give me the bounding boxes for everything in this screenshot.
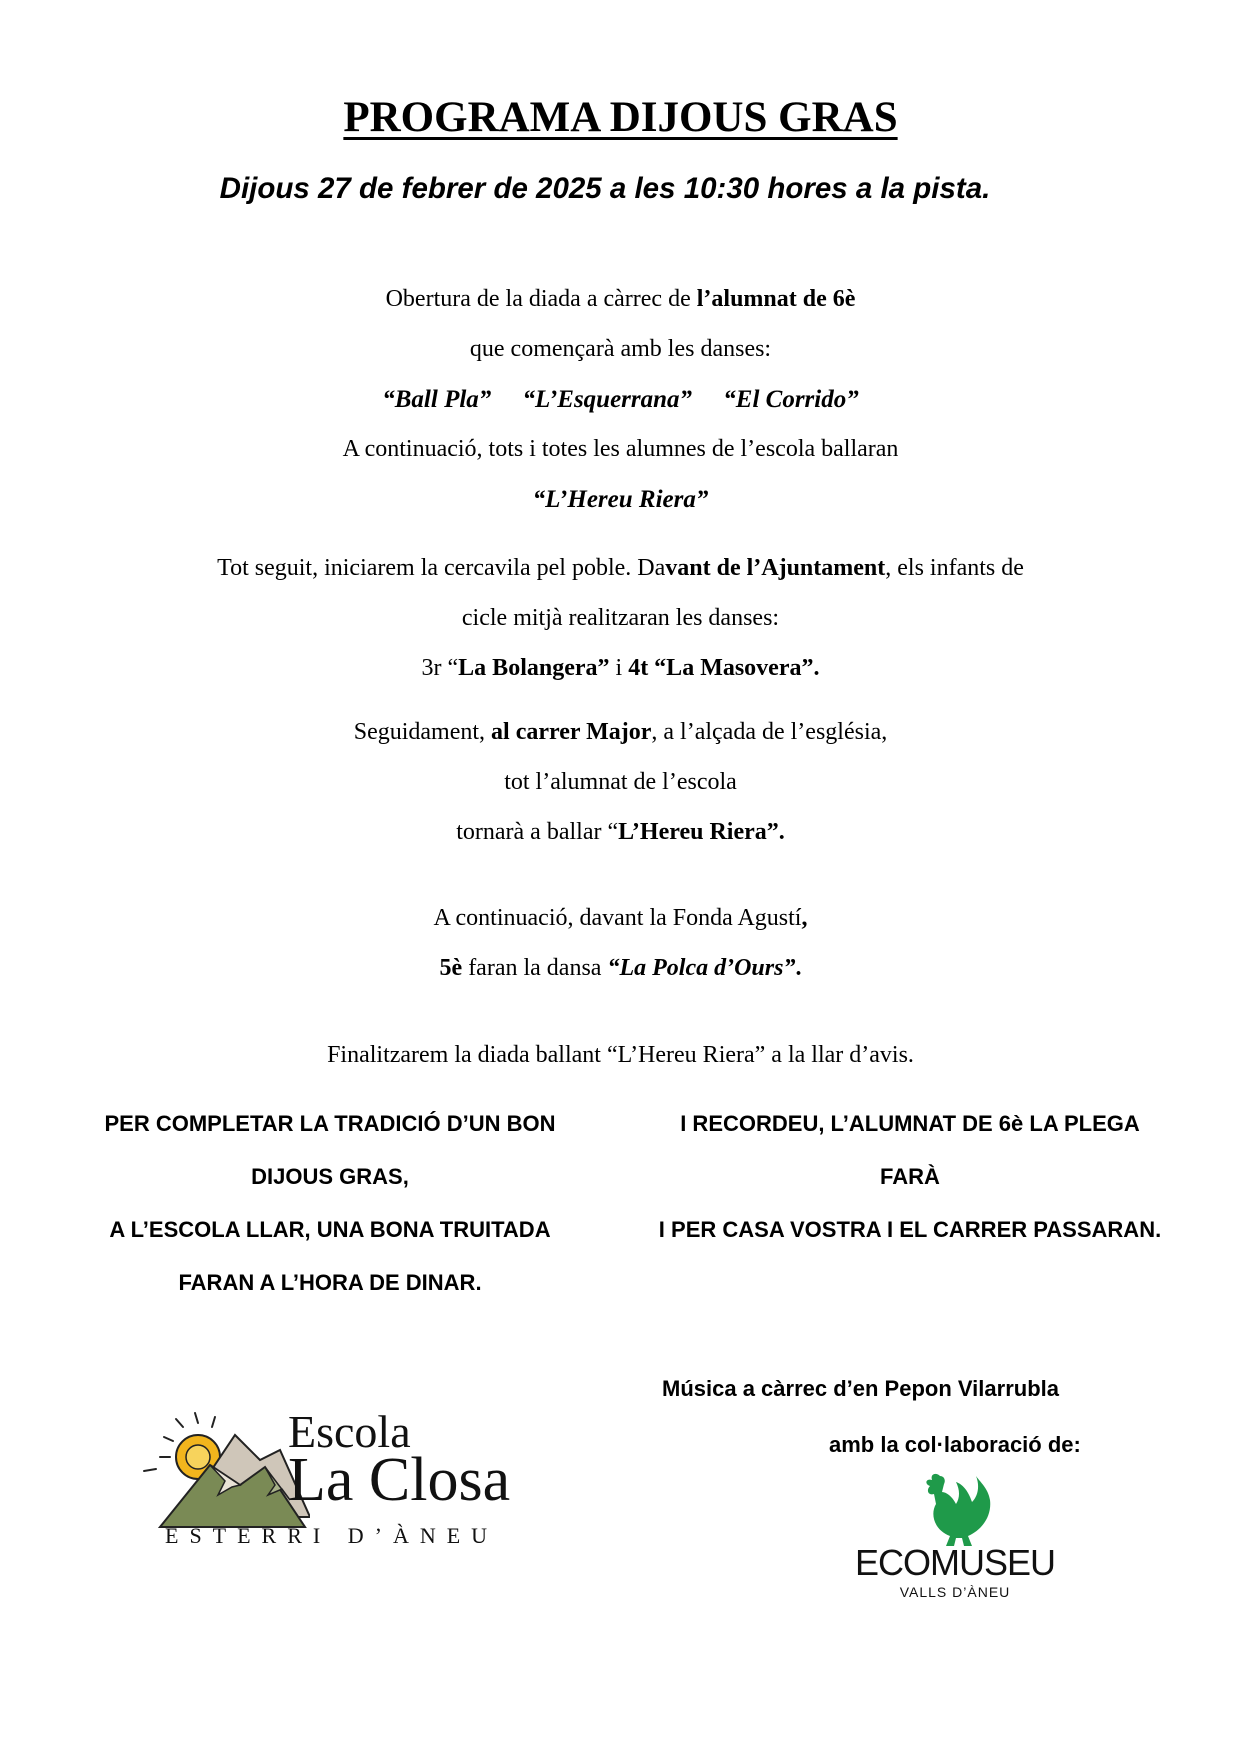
- truitada-line-2: DIJOUS GRAS,: [251, 1164, 409, 1189]
- dance-polca: “La Polca d’Ours”: [607, 955, 796, 981]
- dance-bolangera: La Bolangera”: [458, 655, 610, 681]
- tornara-line: [0, 819, 1241, 846]
- dance-masovera: 4t “La Masovera”.: [628, 655, 820, 681]
- truitada-line-1: PER COMPLETAR LA TRADICIÓ D’UN BON: [104, 1111, 556, 1136]
- carrer-major-bold: al carrer Major: [491, 719, 652, 745]
- school-logo-word1: Escola: [288, 1406, 411, 1457]
- truitada-line-4: FARAN A L’HORA DE DINAR.: [178, 1270, 482, 1295]
- truitada-line-3: A L’ESCOLA LLAR, UNA BONA TRUITADA: [109, 1217, 551, 1242]
- fonda-line: [0, 905, 1241, 932]
- cercavila-text-end: , els infants de: [885, 555, 1024, 581]
- school-logo: [140, 1405, 580, 1555]
- polca-line: [0, 955, 1241, 982]
- ecomuseu-name: ECOMUSEU: [855, 1542, 1056, 1583]
- fonda-text: A continuació, davant la Fonda Agustí: [433, 905, 802, 931]
- bolangera-join: i: [609, 655, 629, 681]
- cercavila-line: [0, 555, 1241, 582]
- polca-period: .: [795, 955, 802, 981]
- dance-esquerrana: “L’Esquerrana”: [522, 386, 693, 413]
- bolangera-line: [0, 655, 1241, 682]
- ecomuseu-logo: [855, 1470, 1055, 1610]
- continuation-line: A continuació, tots i totes les alumnes de l’escola ballaran: [342, 436, 899, 462]
- opening-text: Obertura de la diada a càrrec de: [385, 286, 697, 312]
- ecomuseu-sub: VALLS D’ÀNEU: [899, 1584, 1011, 1600]
- esglesia-text: , a l’alçada de l’església,: [651, 719, 888, 745]
- mountain-sun-icon: [140, 1405, 310, 1535]
- cercavila-text: Tot seguit, iniciarem la cercavila pel poble. Da: [217, 555, 666, 581]
- page-subtitle: Dijous 27 de febrer de 2025 a les 10:30 hores a la pista.: [219, 172, 991, 205]
- grade-5: 5è: [439, 955, 463, 981]
- hereu-riera-1: “L’Hereu Riera”: [532, 486, 709, 513]
- dances-list: [0, 386, 1241, 414]
- dance-corrido: “El Corrido”: [723, 386, 859, 413]
- plega-line-1: I RECORDEU, L’ALUMNAT DE 6è LA PLEGA: [680, 1111, 1140, 1136]
- opening-bold: l’alumnat de 6è: [696, 286, 856, 312]
- dances-intro: que començarà amb les danses:: [469, 336, 772, 362]
- fonda-comma: ,: [801, 905, 808, 931]
- school-logo-place: ESTERRI D’ÀNEU: [165, 1523, 499, 1548]
- ajuntament-bold: vant de l’Ajuntament: [665, 555, 886, 581]
- plega-line-2: FARÀ: [880, 1164, 940, 1189]
- music-credit: Música a càrrec d’en Pepon Vilarrubla: [662, 1376, 1059, 1401]
- school-logo-word2: La Closa: [288, 1446, 511, 1514]
- plega-line-3: I PER CASA VOSTRA I EL CARRER PASSARAN.: [658, 1217, 1162, 1242]
- rooster-icon: [910, 1470, 1000, 1550]
- dance-ball-pla: “Ball Pla”: [382, 386, 492, 413]
- page-title: PROGRAMA DIJOUS GRAS: [343, 94, 898, 141]
- alumnat-line: tot l’alumnat de l’escola: [504, 769, 737, 795]
- opening-line: [0, 286, 1241, 313]
- seguidament-text: Seguidament,: [353, 719, 492, 745]
- final-line: Finalitzarem la diada ballant “L’Hereu Riera” a la llar d’avis.: [327, 1042, 914, 1068]
- carrer-major-line: [0, 719, 1241, 746]
- hereu-riera-2: L’Hereu Riera”.: [618, 819, 785, 845]
- tornara-text: tornarà a ballar “: [456, 819, 619, 845]
- polca-text: faran la dansa: [462, 955, 608, 981]
- bolangera-prefix: 3r “: [421, 655, 459, 681]
- cicle-mitja-line: cicle mitjà realitzaran les danses:: [461, 605, 780, 631]
- collaboration-credit: amb la col·laboració de:: [829, 1432, 1081, 1457]
